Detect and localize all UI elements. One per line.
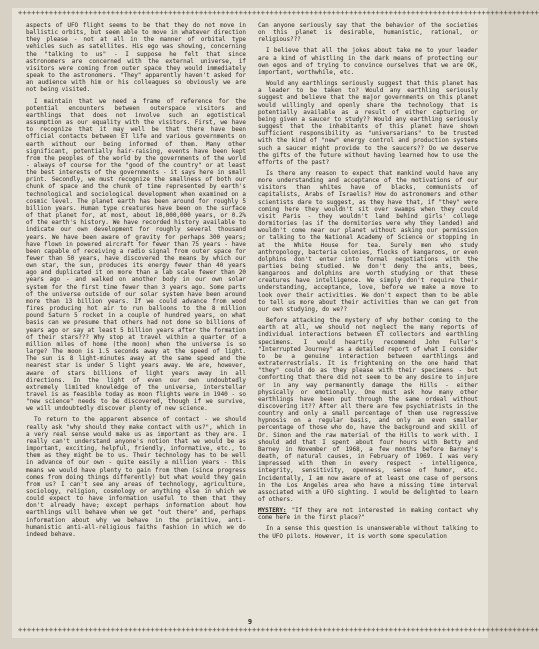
two-column-body xyxy=(26,22,478,616)
right-paragraph-1: Can anyone seriously say that the behavior of the societies on this planet is desirable, humanistic, rational, or religious??? xyxy=(258,22,478,44)
page-number: 9 xyxy=(247,618,253,626)
right-column xyxy=(258,22,478,616)
bottom-plus-border: ++++++++++++++++++++++++++++++++++++++++++++++++++++++++++++++++++++++++++++++++++++++++++++++++++++++++++++++++++++++ xyxy=(18,626,539,634)
closing-paragraph: In a sense this question is unanswerable without talking to the UFO pilots. However, it is worth some speculation xyxy=(258,525,478,540)
left-column xyxy=(26,22,246,616)
left-paragraph-3: To return to the apparent absence of contact - we should really ask "why should they make contact with us?", which in a very real sense would make us as important as they are. I really can't understand anyone's notion that we would be as important, exciting, helpful, friendly, informative, etc., to them as they might be to us. Their technology has to be well in advance of our own - quite easily a million years - this means we would have plenty to gain from them (since progress comes from doing things differently) but what would they gain from us? I can't see any areas of technology, agriculture, sociology, religion, cosmology or anything else in which we could expect to have information useful to them that they don't already have; except perhaps information about how earthlings will behave when we get "out there" and, perhaps information about why we behave in the primitive, anti-humanistic anti-all-religious faiths fashion in which we do indeed behave. xyxy=(26,416,246,538)
document-page xyxy=(12,8,539,638)
mystery-label: MYSTERY: xyxy=(258,507,287,515)
right-paragraph-4: Is there any reason to expect that mankind would have any more understanding and acceptance of the motivations of our visitors than whites have of blacks, communists of capitalists, Arabs of Israelis? How do astronomers and other scientists dare to suggest, as they have that, if "they" were coming here they wouldn't sit over swamps when they could visit Paris - they wouldn't land behind girls' college dormitories (as if the dormitories were why they landed) and wouldn't come near our planet without asking our permission or talking to the National Academy of Science or stopping in at the White House for tea. Surely men who study anthropology, bacteria colonies, flocks of kangaroos, or even dolphins don't enter into formal negotiations with the parties being studied. We don't deny the ants, bees, kangaroos and dolphins are worth studying or that these creatures have intelligence. We simply don't require their understanding, acceptance, love, before we make a move to look over their activities. We don't expect them to be able to tell us more about their activities than we can get from our own studying, do we?? xyxy=(258,169,478,313)
left-paragraph-2: I maintain that we need a frame of reference for the potential encounters between outerspace visitors and earthlings that does not involve such an egotistical assumption as our equality with the visitors. First, we have to recognize that it may well be that there have been official contacts between ET life and various governments on earth without our being informed of them. Many other significant, potentially hair-raising, events have been kept from the peoples of the world by the governments of the world - always of course for the "good of the country" or at least the best interests of the governments - it says here in small print. Secondly, we must recognize the smallness of both our chunk of space and the chunk of time represented by earth's technological and sociological development when examined on a cosmic level. The planet earth has been around for roughly 5 billion years. Human type creatures have been on the surface of that planet for, at most, about 10,000,000 years, or 0.2% of the earth's history. We have recorded history available to indicate our own development for roughly several thousand years. We have been aware of gravity for perhaps 300 years; have flown in powered aircraft for fewer than 75 years - have been capable of receiving a radio signal from outer space for fewer than 50 years, have discovered the means by which our own star, the sun, produces its energy fewer than 40 years ago and duplicated it on more than a lab scale fewer than 20 years ago - and walked on another body in our own solar system for the first time fewer than 3 years ago. Some parts of the universe outside of our solar system have been around more than 13 billion years. If we could advance from wood fires producing hot air to run balloons to the 8 million pound Saturn 5 rocket in a couple of hundred years, on what basis can we presume that others had not done so billions of years ago or say at least 5 billion years after the formation of their stars??? Why stop at travel within a quarter of a million miles of home (the moon) when the universe is so large? The moon is 1.5 seconds away at the speed of light. The sun is 8 light-minutes away at the same speed and the nearest star is under 5 light years away. We are, however, aware of stars billions of light years away in all directions. In the light of even our own undoubtedly extremely limited knowledge of the universe, interstellar travel is as feasible today as moon flights were in 1940 - so "new science" needs to be discovered, though if we survive, we will undoubtedly discover plenty of new science. xyxy=(26,97,246,413)
mystery-question: "If they are not interested in making contact why come here in the first place?" xyxy=(258,507,479,522)
right-paragraph-2: I believe that all the jokes about take me to your leader are a kind of whistling in the dark means of protecting our own egos and of trying to convince ourselves that we are OK, important, worthwhile, etc. xyxy=(258,47,478,76)
right-paragraph-5: Before attacking the mystery of why bother coming to the earth at all, we should not neglect the many reports of individual interactions between ET collectors and earthling specimens. I would heartily recommend John Fuller's "Interrupted Journey" as a detailed report of what I consider to be a genuine interaction between earthlings and extraterrestrials. It is frightening on the one hand that "they" could do as they please with their specimens - but comforting that there did not seem to be any desire to injure or in any way permanently damage the Hills - either physically or emotionally. One must ask how many other earthlings have been put through the same ordeal without discovering it?? After all there are few psychiatrists in the country and only a small percentage of them use regressive hypnosis on a regular basis, and only an even smaller percentage of those who do, have the background and skill of Dr. Simon and the raw material of the Hills to work with. I should add that I spent about four hours with Betty and Barney in November of 1968, a few months before Barney's death, of natural causes, in February of 1969. I was very impressed with them in every respect - intelligence, integrity, sensitivity, openness, sense of humor, etc. Incidentally, I am now aware of at least one case of persons in the Los Angeles area who have a missing time interval associated with a UFO sighting. I would be delighted to learn of others. xyxy=(258,317,478,503)
top-plus-border: ++++++++++++++++++++++++++++++++++++++++++++++++++++++++++++++++++++++++++++++++++++++++++++++++++++++++++++++++++++++ xyxy=(18,9,539,17)
right-paragraph-3: Would any earthlings seriously suggest that this planet has a leader to be taken to? Would any earthling seriously suggest and believe that the major governments on this planet would willingly and openly share the technology that is potentially available as a result of either capturing or being given a saucer to study?? Would any earthling seriously suggest that the inhabitants of this planet have shown sufficient responsibility as "universarians" to be trusted with the kind of "new" energy control and production systems such a saucer might provide to the saucers?? Do we deserve the gifts of the future without having learned how to use the efforts of the past? xyxy=(258,80,478,166)
left-paragraph-1: aspects of UFO flight seems to be that they do not move in ballistic orbits, but seem able to move in whatever direction they please - not at all in the manner of orbital type vehicles such as satellites. His ego was showing, concerning the "talking to us" - I suppose he felt that since astronomers are concerned with the external universe, if visitors were coming from outer space they would immediately speak to the astronomers. "They" apparently haven't asked for an audience with him or his colleagues so obviously we are not being visited. xyxy=(26,22,246,94)
mystery-paragraph xyxy=(258,507,478,521)
